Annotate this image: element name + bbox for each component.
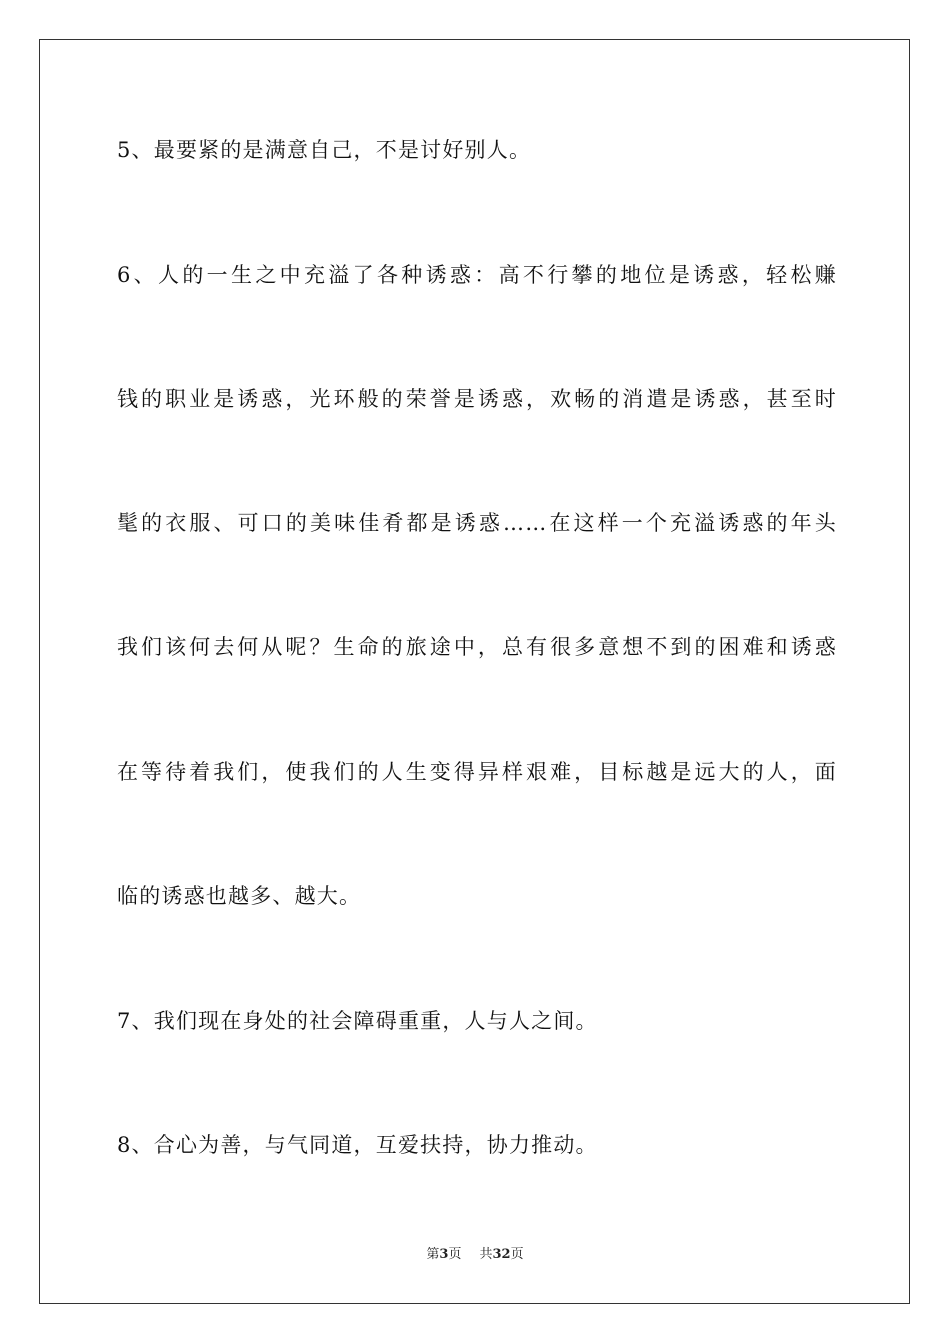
page-footer <box>0 1246 950 1264</box>
page-prefix: 第 <box>426 1247 440 1262</box>
page-suffix: 页 <box>448 1247 462 1262</box>
total-pages: 32 <box>492 1247 511 1262</box>
text-line-item-6-part-3: 髦的衣服、可口的美味佳肴都是诱惑……在这样一个充溢诱惑的年头 <box>117 511 837 535</box>
text-line-item-6-part-4: 我们该何去何从呢？生命的旅途中，总有很多意想不到的困难和诱惑 <box>117 635 837 659</box>
total-suffix: 页 <box>510 1247 524 1262</box>
page-frame <box>39 39 910 1304</box>
text-line-item-8: 8、合心为善，与气同道，互爱扶持，协力推动。 <box>117 1133 598 1157</box>
text-line-item-6-part-1: 6、人的一生之中充溢了各种诱惑：高不行攀的地位是诱惑，轻松赚 <box>117 263 837 287</box>
text-line-item-7: 7、我们现在身处的社会障碍重重，人与人之间。 <box>117 1009 598 1033</box>
text-line-item-6-part-2: 钱的职业是诱惑，光环般的荣誉是诱惑，欢畅的消遣是诱惑，甚至时 <box>117 387 837 411</box>
page-number: 3 <box>439 1247 449 1262</box>
text-line-item-5: 5、最要紧的是满意自己，不是讨好别人。 <box>117 138 532 162</box>
text-line-item-6-part-5: 在等待着我们，使我们的人生变得异样艰难，目标越是远大的人，面 <box>117 760 837 784</box>
text-line-item-6-part-6: 临的诱惑也越多、越大。 <box>117 884 362 908</box>
total-prefix: 共 <box>479 1247 493 1262</box>
